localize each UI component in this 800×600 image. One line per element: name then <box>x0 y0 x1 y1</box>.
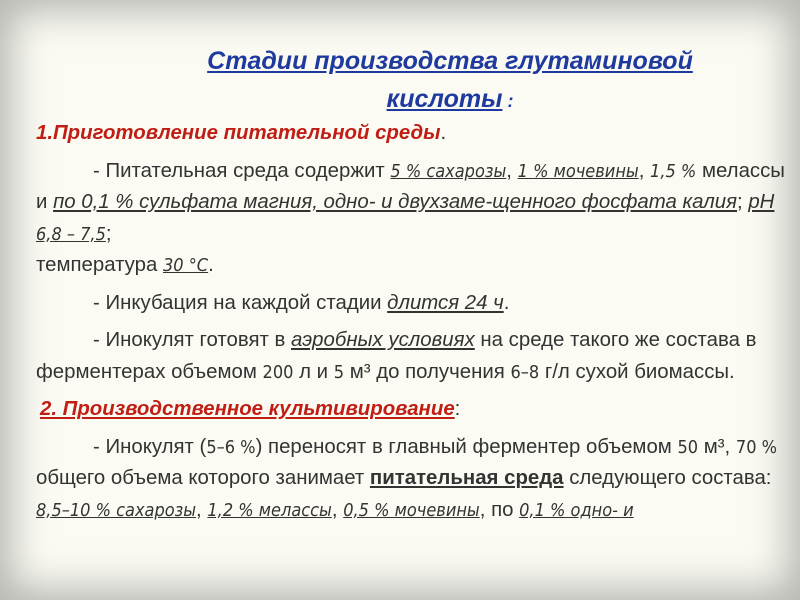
section-2-heading <box>40 394 786 426</box>
text-run: , <box>506 159 518 182</box>
text-run: , <box>638 159 651 182</box>
text-run: г/л сухой биомассы. <box>539 360 735 383</box>
text-run: л и <box>293 360 334 383</box>
section-2-paragraph-1 <box>36 432 786 527</box>
section-2-heading-colon: : <box>454 398 461 420</box>
text-run: . <box>208 254 214 276</box>
section-1-heading <box>36 118 786 150</box>
sucrose-range: 8,5–10 % сахарозы <box>36 499 197 521</box>
text-run: м³, <box>698 435 736 458</box>
fill-percent: 70 % <box>735 436 778 458</box>
volume-200: 200 <box>262 361 294 383</box>
ph-label: рН <box>748 191 775 213</box>
text-run: общего объема которого занимает <box>36 467 370 489</box>
title-line-1: Стадии производства глутаминовой <box>207 47 693 75</box>
text-run: ) переносят в главный ферментер объемом <box>255 435 678 458</box>
text-run: ; <box>105 222 112 245</box>
text-run: - Питательная среда содержит <box>93 159 391 182</box>
section-1-paragraph-1 <box>36 156 786 282</box>
incubation-duration: длится 24 ч <box>387 291 504 314</box>
text-run: . <box>503 291 510 314</box>
sucrose-5-percent: 5 % сахарозы <box>390 160 507 182</box>
urea-0-5-percent: 0,5 % мочевины <box>343 499 480 521</box>
biomass-range: 6–8 <box>510 361 540 383</box>
slide-title <box>130 42 770 120</box>
temperature-value: 30 °С <box>162 255 209 276</box>
section-1-heading-dot: . <box>440 122 447 144</box>
section-1-heading-text: 1.Приготовление питательной среды <box>36 122 441 144</box>
urea-1-percent: 1 % мочевины <box>517 160 639 182</box>
magnesium-phosphate-text: по 0,1 % сульфата магния, одно- и двухзаме-щенного фосфата калия <box>53 191 737 213</box>
text-run: м³ до получения <box>344 360 511 383</box>
section-2-heading-text: 2. Производственное культивирование <box>40 398 455 420</box>
title-line-2: кислоты <box>386 85 503 113</box>
fermenter-volume: 50 <box>677 436 699 458</box>
text-run: - Инокулят готовят в <box>93 329 292 351</box>
text-run: на среде такого же состава в ферментерах объемом <box>36 329 757 383</box>
text-run: - Инокулят ( <box>93 435 207 458</box>
section-1-paragraph-2 <box>36 288 786 320</box>
volume-5: 5 <box>333 361 345 383</box>
molasses-1-2-percent: 1,2 % мелассы <box>207 499 332 521</box>
text-run: - Инкубация на каждой стадии <box>93 291 388 314</box>
text-run: мелассы и <box>36 159 785 213</box>
text-run: , <box>196 498 208 521</box>
nutrient-medium-term: питательная среда <box>369 467 564 489</box>
phosphate-0-1-percent: 0,1 % одно- и <box>519 499 634 521</box>
text-run: , по <box>479 498 520 521</box>
text-run: ; <box>737 191 749 213</box>
ph-range: 6,8 – 7,5 <box>36 223 106 245</box>
text-run: следующего состава: <box>563 467 772 489</box>
aerobic-conditions: аэробных условиях <box>291 329 475 351</box>
section-1-paragraph-3 <box>36 325 786 388</box>
title-colon: : <box>502 91 514 111</box>
text-run: , <box>331 498 344 521</box>
inoculum-percent: 5–6 % <box>206 436 256 458</box>
text-run: температура <box>36 254 163 276</box>
molasses-percent: 1,5 % <box>650 160 697 182</box>
slide-body <box>36 118 786 526</box>
